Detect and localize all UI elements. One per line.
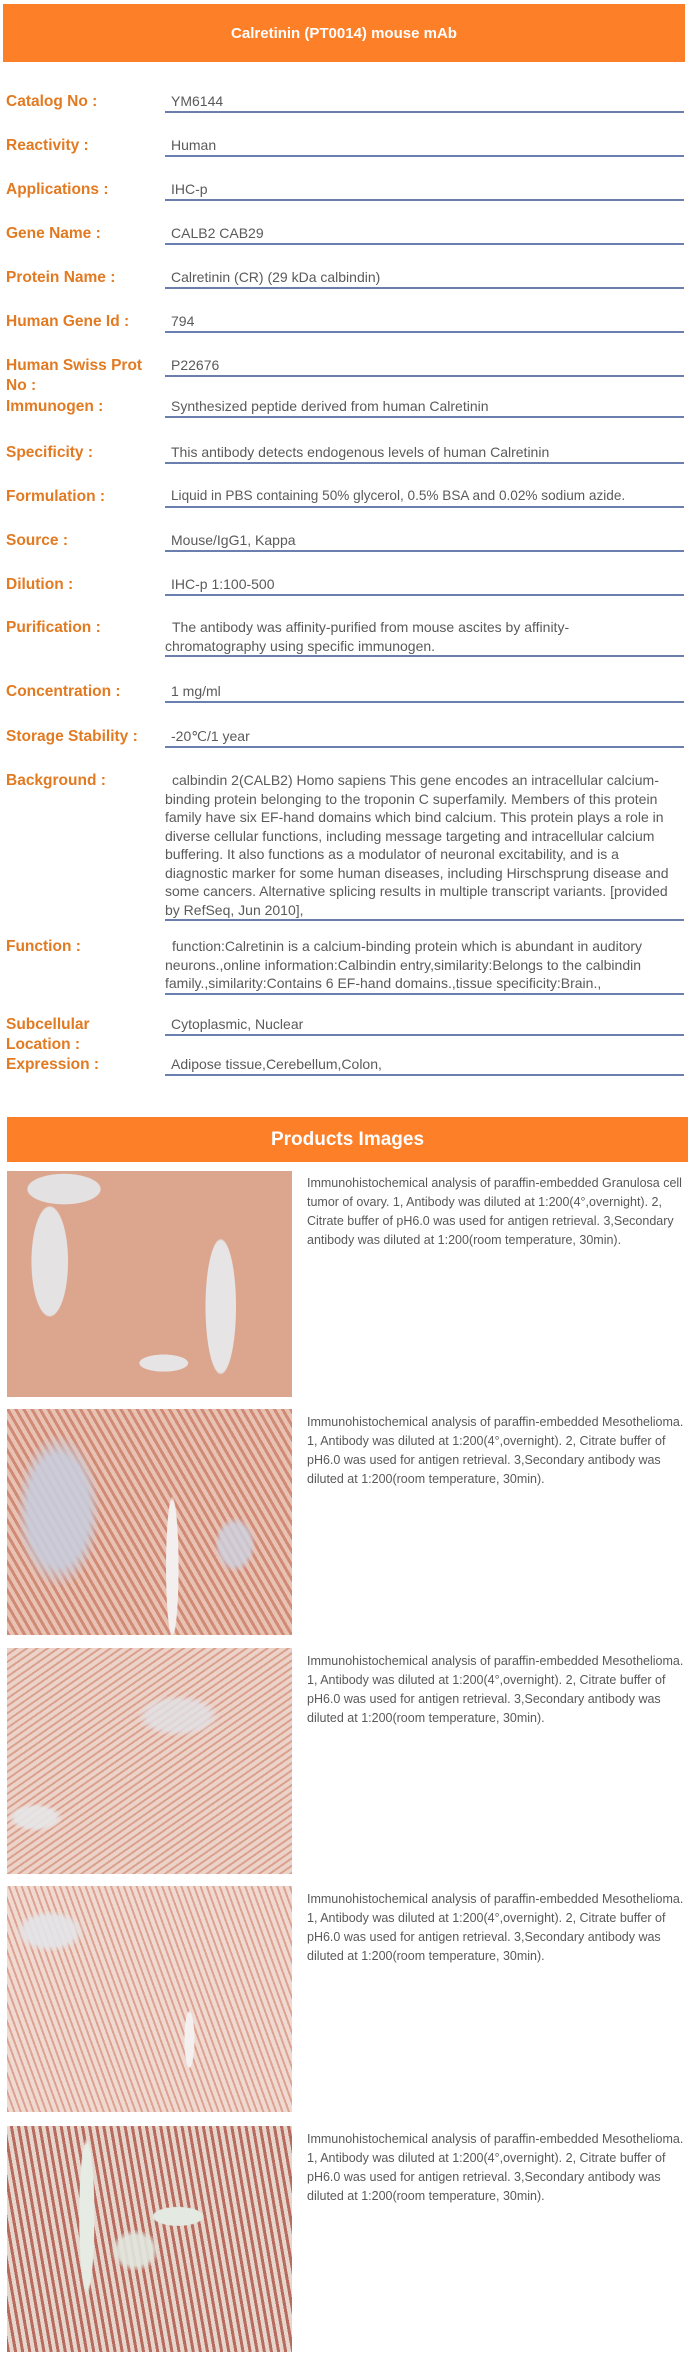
field-value: Adipose tissue,Cerebellum,Colon,	[165, 1055, 684, 1076]
field-label: Immunogen :	[6, 398, 104, 415]
field-label: Purification :	[6, 619, 101, 636]
ihc-image-mesothelioma-1	[7, 1409, 292, 1635]
field-label: Expression :	[6, 1056, 100, 1073]
products-images-title: Products Images	[270, 1128, 425, 1150]
products-images-banner	[7, 1117, 688, 1162]
field-label: Function :	[6, 938, 81, 955]
field-value: calbindin 2(CALB2) Homo sapiens This gene encodes an intracellular calcium-binding protein belonging to the troponin C superfamily. Members of this protein family have six EF-hand domains which bind calcium. This protein plays a role in diverse cellular functions, including message targeting and intracellular calcium buffering. It also functions as a modulator of neuronal excitability, and is a diagnostic marker for some human diseases, including Hirschsprung disease and some cancers. Alternative splicing results in multiple transcript variants. [provided by RefSeq, Jun 2010],	[165, 771, 684, 921]
field-label: Reactivity :	[6, 137, 89, 154]
field-label: Human Swiss Prot No :	[6, 357, 143, 394]
field-label: Catalog No :	[6, 93, 98, 110]
field-value: 1 mg/ml	[165, 682, 684, 703]
field-value: YM6144	[165, 92, 684, 113]
ihc-image-mesothelioma-2	[7, 1648, 292, 1874]
field-label: Storage Stability :	[6, 728, 138, 745]
field-label: Subcellular Location :	[6, 1016, 90, 1053]
field-label: Background :	[6, 772, 106, 789]
field-label: Human Gene Id :	[6, 313, 130, 330]
field-label: Gene Name :	[6, 225, 101, 242]
field-value: Synthesized peptide derived from human Calretinin	[165, 397, 684, 418]
field-label: Protein Name :	[6, 269, 116, 286]
product-title: Calretinin (PT0014) mouse mAb	[231, 24, 457, 42]
field-value: function:Calretinin is a calcium-binding protein which is abundant in auditory neurons.,online information:Calbindin entry,similarity:Belongs to the calbindin family.,similarity:Contains 6 EF-hand domains.,tissue specificity:Brain.,	[165, 937, 684, 995]
field-value: This antibody detects endogenous levels of human Calretinin	[165, 443, 684, 464]
field-value: IHC-p	[165, 180, 684, 201]
image-caption: Immunohistochemical analysis of paraffin-embedded Mesothelioma. 1, Antibody was diluted at 1:200(4°,overnight). 2, Citrate buffer of pH6.0 was used for antigen retrieval. 3,Secondary antibody was diluted at 1:200(room temperature, 30min).	[307, 1892, 684, 1963]
image-caption: Immunohistochemical analysis of paraffin-embedded Granulosa cell tumor of ovary. 1, Antibody was diluted at 1:200(4°,overnight). 2, Citrate buffer of pH6.0 was used for antigen retrieval. 3,Secondary antibody was diluted at 1:200(room temperature, 30min).	[307, 1176, 682, 1247]
field-label: Applications :	[6, 181, 109, 198]
field-value: 794	[165, 312, 684, 333]
field-value: Calretinin (CR) (29 kDa calbindin)	[165, 268, 684, 289]
field-label: Specificity :	[6, 444, 93, 461]
field-value: CALB2 CAB29	[165, 224, 684, 245]
field-label: Source :	[6, 532, 69, 549]
field-label: Dilution :	[6, 576, 74, 593]
image-caption: Immunohistochemical analysis of paraffin-embedded Mesothelioma. 1, Antibody was diluted at 1:200(4°,overnight). 2, Citrate buffer of pH6.0 was used for antigen retrieval. 3,Secondary antibody was diluted at 1:200(room temperature, 30min).	[307, 1654, 684, 1725]
field-value: Liquid in PBS containing 50% glycerol, 0.5% BSA and 0.02% sodium azide.	[165, 487, 684, 508]
field-value: Cytoplasmic, Nuclear	[165, 1015, 684, 1036]
field-value: Human	[165, 136, 684, 157]
field-value: Mouse/IgG1, Kappa	[165, 531, 684, 552]
field-label: Concentration :	[6, 683, 121, 700]
product-title-banner	[3, 4, 685, 62]
image-caption: Immunohistochemical analysis of paraffin-embedded Mesothelioma. 1, Antibody was diluted at 1:200(4°,overnight). 2, Citrate buffer of pH6.0 was used for antigen retrieval. 3,Secondary antibody was diluted at 1:200(room temperature, 30min).	[307, 2132, 684, 2203]
ihc-image-mesothelioma-3	[7, 1886, 292, 2112]
image-caption: Immunohistochemical analysis of paraffin-embedded Mesothelioma. 1, Antibody was diluted at 1:200(4°,overnight). 2, Citrate buffer of pH6.0 was used for antigen retrieval. 3,Secondary antibody was diluted at 1:200(room temperature, 30min).	[307, 1415, 684, 1486]
ihc-image-mesothelioma-4	[7, 2126, 292, 2352]
ihc-image-granulosa-cell-tumor	[7, 1171, 292, 1397]
field-value: -20℃/1 year	[165, 727, 684, 748]
field-value: P22676	[165, 356, 684, 377]
field-label: Formulation :	[6, 488, 106, 505]
field-value: IHC-p 1:100-500	[165, 575, 684, 596]
field-value: The antibody was affinity-purified from mouse ascites by affinity-chromatography using specific immunogen.	[165, 618, 684, 657]
